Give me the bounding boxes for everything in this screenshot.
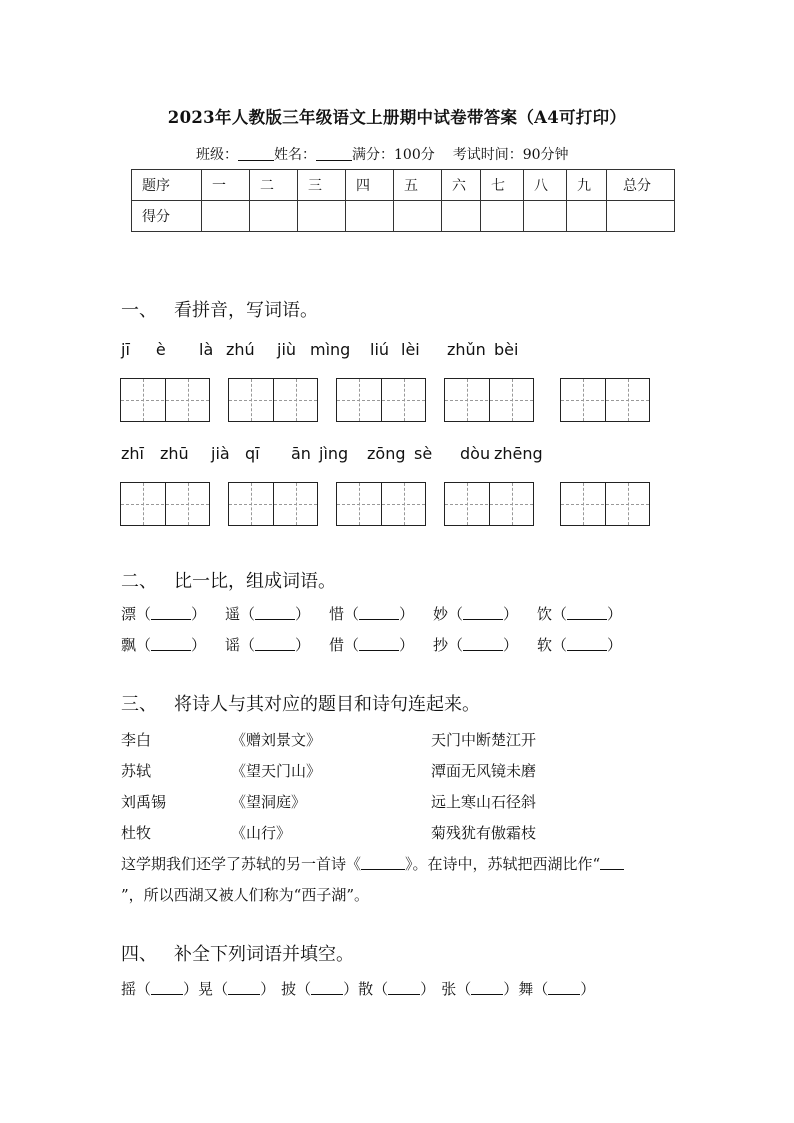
name-label: 姓名： xyxy=(274,147,316,163)
page-title: 2023年人教版三年级语文上册期中试卷带答案（A4可打印） xyxy=(167,108,627,127)
compare-char: 饮 xyxy=(537,605,553,623)
score-table-header-row xyxy=(132,170,675,201)
score-header-cell: 四 xyxy=(346,170,394,201)
section-title: 将诗人与其对应的题目和诗句连起来。 xyxy=(174,694,480,715)
pinyin: jìng xyxy=(319,444,349,463)
writing-grid[interactable] xyxy=(228,482,318,526)
name-blank[interactable] xyxy=(316,146,352,161)
answer-blank[interactable] xyxy=(311,980,343,995)
word-char: 散 xyxy=(358,980,374,998)
answer-blank[interactable] xyxy=(567,636,607,651)
word-char: 舞 xyxy=(518,980,534,998)
answer-blank[interactable] xyxy=(548,980,580,995)
section-number: 一、 xyxy=(121,300,157,321)
answer-blank[interactable] xyxy=(463,636,503,651)
section-number: 四、 xyxy=(121,944,157,965)
pinyin: zōng xyxy=(367,444,406,463)
score-cell[interactable] xyxy=(607,201,675,232)
poem-line: 天门中断楚江开 xyxy=(431,731,537,749)
sentence-text: 这学期我们还学了苏轼的另一首诗《 xyxy=(121,855,362,873)
pinyin: bèi xyxy=(494,340,519,359)
compare-char: 借 xyxy=(329,636,345,654)
poem-title: 《望洞庭》 xyxy=(231,793,307,811)
score-header-cell: 三 xyxy=(298,170,346,201)
score-cell[interactable] xyxy=(202,201,250,232)
poem-line: 远上寒山石径斜 xyxy=(431,793,537,811)
poem-title-blank[interactable] xyxy=(361,855,405,870)
writing-grid[interactable] xyxy=(444,482,534,526)
compare-item: 谣（ ） xyxy=(225,636,311,654)
pinyin: zhǔn xyxy=(447,340,486,359)
answer-blank[interactable] xyxy=(151,980,183,995)
pinyin: là xyxy=(199,340,214,359)
compare-item: 遥（ ） xyxy=(225,605,311,623)
sentence-text: 》。在诗中，苏轼把西湖比作“ xyxy=(405,855,601,873)
pinyin: zhī xyxy=(121,444,144,463)
section-title: 比一比，组成词语。 xyxy=(174,571,336,592)
compare-char: 漂 xyxy=(121,605,137,623)
pinyin: jī xyxy=(121,340,130,359)
compare-item: 漂（ ） xyxy=(121,605,207,623)
section-3-heading xyxy=(121,690,480,716)
pinyin: lèi xyxy=(401,340,420,359)
fill-sentence-line-2: ”，所以西湖又被人们称为“西子湖”。 xyxy=(121,886,370,904)
writing-grid[interactable] xyxy=(120,378,210,422)
poet-name: 刘禹锡 xyxy=(121,793,167,811)
writing-grid[interactable] xyxy=(228,378,318,422)
score-table xyxy=(131,169,675,232)
answer-blank[interactable] xyxy=(151,605,191,620)
word-char: 摇 xyxy=(121,980,137,998)
score-row-label: 得分 xyxy=(132,201,202,232)
section-title: 看拼音，写词语。 xyxy=(174,300,318,321)
poet-name: 苏轼 xyxy=(121,762,152,780)
class-blank[interactable] xyxy=(238,146,274,161)
word-char: 晃 xyxy=(198,980,214,998)
pinyin: jià xyxy=(211,444,230,463)
pinyin: ān xyxy=(291,444,311,463)
answer-blank[interactable] xyxy=(228,980,260,995)
poem-title: 《山行》 xyxy=(231,824,292,842)
compare-char: 飘 xyxy=(121,636,137,654)
score-cell[interactable] xyxy=(442,201,481,232)
section-4-heading xyxy=(121,940,354,966)
compare-char: 遥 xyxy=(225,605,241,623)
student-info-line xyxy=(196,144,569,164)
score-header-cell: 题序 xyxy=(132,170,202,201)
answer-blank[interactable] xyxy=(359,636,399,651)
answer-blank[interactable] xyxy=(255,636,295,651)
poem-title: 《望天门山》 xyxy=(231,762,322,780)
pinyin: zhú xyxy=(226,340,255,359)
score-header-cell: 七 xyxy=(481,170,524,201)
answer-blank[interactable] xyxy=(255,605,295,620)
compare-char: 软 xyxy=(537,636,553,654)
pinyin: sè xyxy=(414,444,433,463)
section-2-heading xyxy=(121,567,336,593)
section-number: 二、 xyxy=(121,571,157,592)
score-header-cell: 八 xyxy=(524,170,567,201)
score-cell[interactable] xyxy=(298,201,346,232)
pinyin: dòu xyxy=(460,444,491,463)
writing-grid[interactable] xyxy=(560,378,650,422)
answer-blank[interactable] xyxy=(359,605,399,620)
score-header-cell: 九 xyxy=(567,170,607,201)
pinyin: jiù xyxy=(277,340,297,359)
writing-grid[interactable] xyxy=(336,378,426,422)
fullscore-label: 满分：100分 xyxy=(352,147,435,163)
compare-char: 妙 xyxy=(433,605,449,623)
section-1-heading xyxy=(121,296,318,322)
score-table-score-row xyxy=(132,201,675,232)
compare-char: 谣 xyxy=(225,636,241,654)
score-cell[interactable] xyxy=(481,201,524,232)
answer-blank[interactable] xyxy=(151,636,191,651)
compare-item: 借（ ） xyxy=(329,636,415,654)
compare-char: 抄 xyxy=(433,636,449,654)
compare-item: 抄（ ） xyxy=(433,636,519,654)
comparison-blank[interactable] xyxy=(600,855,624,870)
answer-blank[interactable] xyxy=(471,980,503,995)
pinyin: liú xyxy=(370,340,390,359)
score-header-cell: 总分 xyxy=(607,170,675,201)
answer-blank[interactable] xyxy=(567,605,607,620)
word-completion-row: 摇（ ）晃（ ） 披（ ）散（ ） 张（ ）舞（ ） xyxy=(121,980,596,998)
fill-sentence-line-1 xyxy=(121,853,624,874)
writing-grid[interactable] xyxy=(336,482,426,526)
word-char: 披 xyxy=(281,980,297,998)
poem-line: 菊残犹有傲霜枝 xyxy=(431,824,537,842)
score-cell[interactable] xyxy=(250,201,298,232)
poet-name: 杜牧 xyxy=(121,824,152,842)
writing-grid[interactable] xyxy=(560,482,650,526)
section-title: 补全下列词语并填空。 xyxy=(174,944,354,965)
compare-item: 妙（ ） xyxy=(433,605,519,623)
score-cell[interactable] xyxy=(394,201,442,232)
score-header-cell: 二 xyxy=(250,170,298,201)
poet-name: 李白 xyxy=(121,731,152,749)
score-header-cell: 一 xyxy=(202,170,250,201)
pinyin: zhū xyxy=(160,444,189,463)
score-header-cell: 五 xyxy=(394,170,442,201)
pinyin: mìng xyxy=(310,340,351,359)
writing-grid[interactable] xyxy=(120,482,210,526)
section-number: 三、 xyxy=(121,694,157,715)
compare-item: 饮（ ） xyxy=(537,605,623,623)
writing-grid[interactable] xyxy=(444,378,534,422)
time-label: 考试时间：90分钟 xyxy=(452,147,569,163)
word-char: 张 xyxy=(441,980,457,998)
score-cell[interactable] xyxy=(346,201,394,232)
score-cell[interactable] xyxy=(567,201,607,232)
score-cell[interactable] xyxy=(524,201,567,232)
answer-blank[interactable] xyxy=(463,605,503,620)
compare-item: 飘（ ） xyxy=(121,636,207,654)
pinyin: è xyxy=(155,340,166,359)
compare-item: 惜（ ） xyxy=(329,605,415,623)
class-label: 班级： xyxy=(196,147,238,163)
poem-line: 潭面无风镜未磨 xyxy=(431,762,537,780)
pinyin-row-1 xyxy=(121,340,166,359)
pinyin: zhēng xyxy=(494,444,543,463)
pinyin: qī xyxy=(245,444,260,463)
compare-char: 惜 xyxy=(329,605,345,623)
score-header-cell: 六 xyxy=(442,170,481,201)
answer-blank[interactable] xyxy=(388,980,420,995)
poem-title: 《赠刘景文》 xyxy=(231,731,322,749)
compare-item: 软（ ） xyxy=(537,636,623,654)
